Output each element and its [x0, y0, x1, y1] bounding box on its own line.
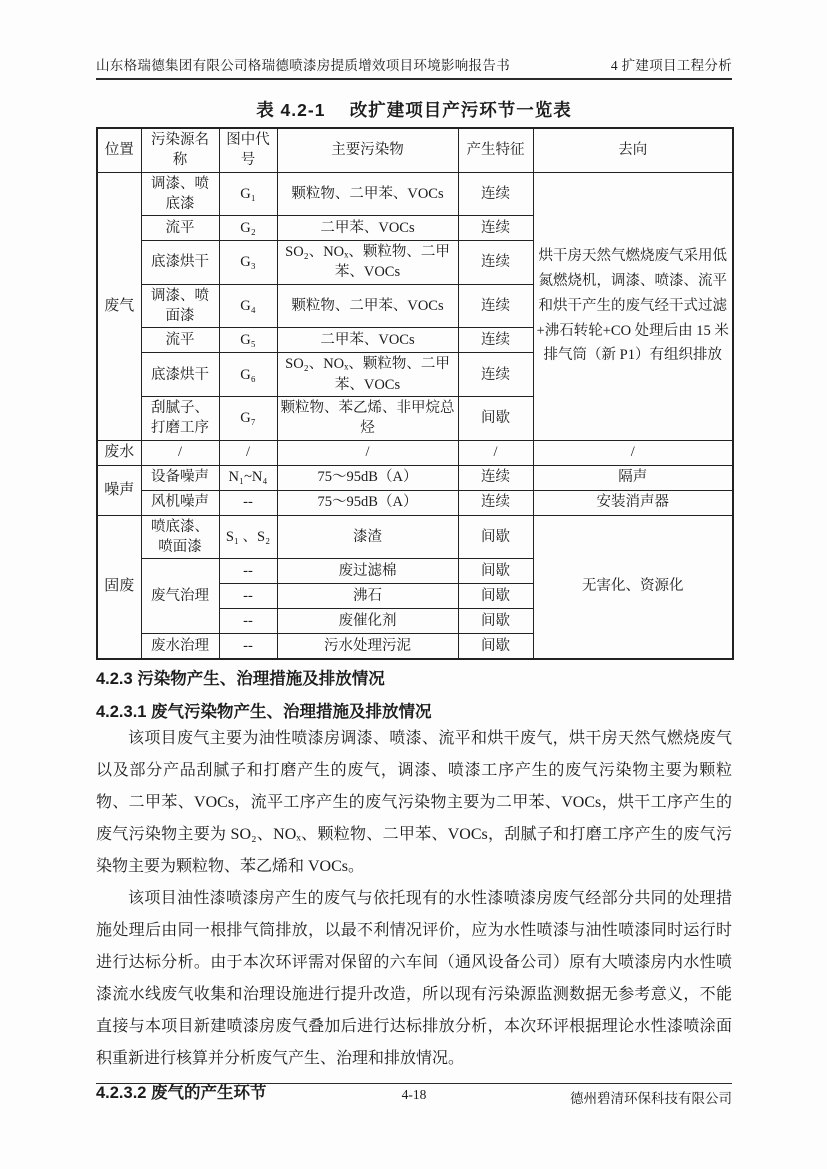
cell-code: S₁ 、S₂ — [219, 515, 277, 559]
cell-source: 设备噪声 — [141, 465, 219, 490]
running-header — [96, 0, 732, 80]
cell-destination-solid-waste: 无害化、资源化 — [533, 515, 733, 659]
cell-pollutants: 颗粒物、二甲苯、VOCs — [277, 172, 458, 216]
cell-pattern: 间歇 — [458, 634, 533, 659]
cell-pollutants: 75～95dB（A） — [277, 465, 458, 490]
cell-code: G₇ — [219, 396, 277, 440]
cell-pollutants: 废催化剂 — [277, 609, 458, 634]
cell-pollutants: 废过滤棉 — [277, 559, 458, 584]
cell-pattern: 连续 — [458, 241, 533, 285]
cell-pattern: / — [458, 440, 533, 465]
section-heading-4-2-3-1: 4.2.3.1 废气污染物产生、治理措施及排放情况 — [96, 702, 432, 721]
paragraph-assessment-basis: 该项目油性漆喷漆房产生的废气与依托现有的水性漆喷漆房废气经部分共同的处理措施处理后由同一根排气筒排放，以最不利情况评价，应为水性喷漆与油性喷漆同时运行时进行达标分析。由于本次环评需对保留的六车间（通风设备公司）原有大喷漆房内水性喷漆流水线废气收集和治理设施进行提升改造，所以现有污染源监测数据无参考意义，不能直接与本项目新建喷漆房废气叠加后进行达标排放分析，本次环评根据理论水性漆喷涂面积重新进行核算并分析废气产生、治理和排放情况。 — [96, 889, 732, 1067]
cell-pollutants: / — [277, 440, 458, 465]
page-number: 4-18 — [401, 1087, 427, 1102]
section-heading-4-2-3-2: 4.2.3.2 废气的产生环节 — [96, 1083, 267, 1102]
cell-pattern: 间歇 — [458, 584, 533, 609]
cell-pollutants: 颗粒物、苯乙烯、非甲烷总烃 — [277, 396, 458, 440]
cell-source: 调漆、喷底漆 — [141, 172, 219, 216]
cell-code: -- — [219, 559, 277, 584]
cell-code: G₄ — [219, 284, 277, 328]
cell-code: G₆ — [219, 353, 277, 397]
cell-pollutants: 颗粒物、二甲苯、VOCs — [277, 284, 458, 328]
col-header-pollutants: 主要污染物 — [277, 128, 458, 172]
cell-code: / — [219, 440, 277, 465]
cell-code: -- — [219, 609, 277, 634]
cell-pattern: 连续 — [458, 284, 533, 328]
running-footer — [96, 1083, 732, 1106]
cell-location-noise: 噪声 — [97, 465, 141, 515]
cell-pattern: 连续 — [458, 490, 533, 515]
cell-destination-waste-gas: 烘干房天然气燃烧废气采用低氮燃烧机，调漆、喷漆、流平和烘干产生的废气经干式过滤+沸石转轮+CO 处理后由 15 米排气筒（新 P1）有组织排放 — [533, 172, 733, 440]
header-chapter-title: 4 扩建项目工程分析 — [610, 58, 732, 73]
cell-source: 流平 — [141, 216, 219, 241]
cell-destination: 安装消声器 — [533, 490, 733, 515]
cell-pattern: 连续 — [458, 172, 533, 216]
cell-location-solid-waste: 固废 — [97, 515, 141, 659]
cell-pattern: 间歇 — [458, 609, 533, 634]
cell-code: G₅ — [219, 328, 277, 353]
table-row — [97, 465, 733, 490]
cell-pollutants: 污水处理污泥 — [277, 634, 458, 659]
cell-source: / — [141, 440, 219, 465]
table-row — [97, 172, 733, 216]
table-header-row — [97, 128, 733, 172]
cell-pollutants: 漆渣 — [277, 515, 458, 559]
cell-destination: 隔声 — [533, 465, 733, 490]
cell-source: 喷底漆、喷面漆 — [141, 515, 219, 559]
cell-pattern: 连续 — [458, 216, 533, 241]
col-header-pattern: 产生特征 — [458, 128, 533, 172]
cell-location-waste-water: 废水 — [97, 440, 141, 465]
cell-source: 风机噪声 — [141, 490, 219, 515]
table-title: 表 4.2-1 改扩建项目产污环节一览表 — [256, 100, 572, 120]
cell-code: G₂ — [219, 216, 277, 241]
cell-source: 废水治理 — [141, 634, 219, 659]
footer-company-name: 德州碧清环保科技有限公司 — [570, 1091, 732, 1106]
pollution-summary-table — [96, 127, 734, 660]
header-report-title: 山东格瑞德集团有限公司格瑞德喷漆房提质增效项目环境影响报告书 — [96, 58, 510, 73]
cell-code: N₁~N₄ — [219, 465, 277, 490]
cell-source: 底漆烘干 — [141, 241, 219, 285]
cell-pollutants: 沸石 — [277, 584, 458, 609]
table-row — [97, 515, 733, 559]
cell-destination: / — [533, 440, 733, 465]
table-row — [97, 490, 733, 515]
cell-pattern: 连续 — [458, 328, 533, 353]
cell-pollutants: 75～95dB（A） — [277, 490, 458, 515]
cell-source-gas-treatment: 废气治理 — [141, 559, 219, 634]
cell-pollutants: SO₂、NOₓ、颗粒物、二甲苯、VOCs — [277, 353, 458, 397]
cell-code: -- — [219, 584, 277, 609]
cell-pollutants: 二甲苯、VOCs — [277, 216, 458, 241]
cell-pollutants: SO₂、NOₓ、颗粒物、二甲苯、VOCs — [277, 241, 458, 285]
cell-code: G₁ — [219, 172, 277, 216]
col-header-destination: 去向 — [533, 128, 733, 172]
col-header-location: 位置 — [97, 128, 141, 172]
section-heading-4-2-3: 4.2.3 污染物产生、治理措施及排放情况 — [96, 669, 385, 688]
paragraph-waste-gas-overview: 该项目废气主要为油性喷漆房调漆、喷漆、流平和烘干废气，烘干房天然气燃烧废气以及部分产品刮腻子和打磨产生的废气，调漆、喷漆工序产生的废气污染物主要为颗粒物、二甲苯、VOCs，流平工序产生的废气污染物主要为二甲苯、VOCs，烘干工序产生的废气污染物主要为 SO₂、NOₓ、颗粒物、二甲苯、VOCs，刮腻子和打磨工序产生的废气污染物主要为颗粒物、苯乙烯和 VOCs。 — [96, 729, 732, 875]
col-header-source: 污染源名称 — [141, 128, 219, 172]
cell-pattern: 连续 — [458, 353, 533, 397]
cell-pattern: 间歇 — [458, 559, 533, 584]
table-row-waste-water — [97, 440, 733, 465]
cell-code: -- — [219, 634, 277, 659]
cell-code: G₃ — [219, 241, 277, 285]
cell-source: 底漆烘干 — [141, 353, 219, 397]
cell-source: 调漆、喷面漆 — [141, 284, 219, 328]
cell-pattern: 间歇 — [458, 396, 533, 440]
cell-code: -- — [219, 490, 277, 515]
cell-location-waste-gas: 废气 — [97, 172, 141, 440]
cell-source: 刮腻子、打磨工序 — [141, 396, 219, 440]
col-header-code: 图中代号 — [219, 128, 277, 172]
cell-pattern: 连续 — [458, 465, 533, 490]
cell-pollutants: 二甲苯、VOCs — [277, 328, 458, 353]
cell-pattern: 间歇 — [458, 515, 533, 559]
cell-source: 流平 — [141, 328, 219, 353]
